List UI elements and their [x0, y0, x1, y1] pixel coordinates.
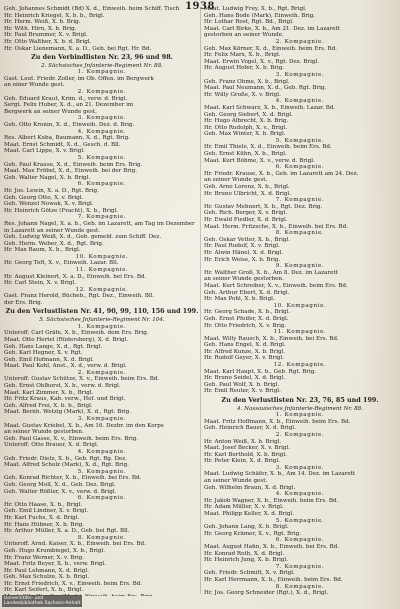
- entry-line: Hr. Willy Große, X. v. Brigl.: [204, 91, 281, 98]
- company-heading: 2. Kompagnie.: [77, 89, 127, 96]
- entry-line: Hr. August Hofer, X. b. Brig.: [204, 65, 285, 72]
- entry-line: Hr. Hugo Albrecht, X. b. Brig.: [204, 118, 289, 125]
- entry-line: Maat. Karl Zimmer, X. b., Brigl.: [4, 389, 94, 396]
- company-heading: 10. Kompagnie.: [273, 302, 327, 309]
- company-heading: 5. Kompagnie.: [77, 154, 127, 161]
- entry-line: Maat. Kurt Schreiber, X. v., Einweih. beim Ers. Bd.: [204, 282, 348, 289]
- entry-line: Geh. Georg Siebert, X. d. Brigl.: [204, 111, 293, 118]
- entry-line: Hr. Paul Rudolf, X. v. Brigl.: [204, 243, 280, 250]
- entry-line: Res. Johann Nagel, X. a. b., Geb. im Lazarett, am Tag im Dezember: [4, 220, 195, 227]
- entry-line: Geh. Walter Nagel, X. b. Brigl.: [4, 174, 91, 181]
- entry-line: Hr. Karl Fuchs, X. d. Brigl.: [4, 514, 80, 521]
- entry-line: Maat. Erwin Vogel, X. v., Rgt. Dez. Brigl.: [204, 58, 320, 65]
- entry-line: Geh. Georg Otto, X. v. Brigl.: [4, 194, 84, 201]
- entry-line: Hr. Paul Lehmann, X. d. Brigl.: [4, 567, 89, 574]
- library-stamp-line-1: Universitäts- und: [4, 596, 44, 601]
- entry-line: Geh. Ernst Kühn, X. b., Brigl.: [204, 151, 287, 158]
- entry-line: Geh. Karl Hegner, X. v. Rgt.: [4, 350, 83, 357]
- column-divider: [200, 8, 201, 594]
- company-heading: 2. Kompagnie.: [275, 431, 325, 438]
- entry-line: Hr. Erich Weise, X. b. Brig.: [204, 256, 281, 263]
- entry-line: Geh. Friedr. Schmitt, X. v. Brigl.: [204, 570, 295, 577]
- entry-line: Geh. Konrad Richter, X. b., Einweih. bei Ers. Bd.: [4, 475, 142, 482]
- company-heading: 11. Kompagnie.: [75, 267, 129, 274]
- entry-line: Geh. Heinrich Bauer, X. d. Brigl.: [204, 425, 296, 432]
- company-heading: 1. Kompagnie.: [77, 323, 127, 330]
- entry-line: an seiner Wunde gest.: [204, 478, 268, 485]
- company-heading: 5. Kompagnie.: [275, 137, 325, 144]
- entry-line: an einer Wunde gest.: [4, 82, 65, 89]
- company-heading: 3. Kompagnie.: [77, 416, 127, 423]
- company-heading: 6. Kompagnie.: [77, 495, 127, 502]
- entry-line: Sergt. Felix Huber, X. d., an 21. Dezember im: [4, 102, 134, 109]
- entry-line: Geh. Ernst Pfeifer, X. d. Brigl.: [204, 315, 289, 322]
- company-heading: 2. Kompagnie.: [275, 38, 325, 45]
- library-stamp: [2, 595, 82, 607]
- entry-line: Maat. Ludwig Schäfer, X. b., Am 14. Dez. im Lazarett: [204, 471, 356, 478]
- company-heading: 3. Kompagnie.: [275, 71, 325, 78]
- entry-line: Hr. Karl Seifert, X. b., Brigl.: [4, 587, 84, 594]
- entry-line: Geh. Ludwig Weiß, X. d., Geb. gemeld. zum Schiff. Dez.: [4, 234, 162, 241]
- entry-line: Hr. Jos. Lewin, X. a. D., Rgt. Brig.: [4, 187, 99, 194]
- entry-line: Geh. Max Winter, X. b. Brigl.: [204, 131, 286, 138]
- entry-line: gestorben an seiner Wunde.: [204, 32, 284, 39]
- entry-line: Hr. Felix Marx, X. b., Brigl.: [204, 52, 281, 59]
- entry-line: Hr. Otto Rudolph, X. v., Brigl.: [204, 124, 288, 131]
- company-heading: 1. Kompagnie.: [77, 69, 127, 76]
- entry-line: Maat. Max Fröbel, X. d., Einweih. bei der Brig.: [4, 168, 138, 175]
- entry-line: Hr. Paul Brummer, X. v. Brigl.: [4, 32, 88, 39]
- company-heading: 10. Kompagnie.: [75, 253, 129, 260]
- entry-line: Hr. August Kleinert, X. a. D., Einweih. bei Ers. Bd.: [4, 273, 147, 280]
- entry-line: Maat. Kurt Böhme, X. v., verw. d. Brigl.: [204, 157, 315, 164]
- entry-line: Maat. Herm. Fritzsche, X. b., Einweih. bei Ers. Bd.: [204, 223, 349, 230]
- entry-line: Hr. Otto Haase, X. b., Brigl.: [4, 501, 83, 508]
- page-year: 1938: [185, 1, 215, 12]
- entry-line: Hr. Emil Reuter, X. v. Brigl.: [204, 388, 281, 395]
- entry-line: an seiner Wunde gestorben.: [204, 276, 284, 283]
- entry-line: Geh. Hans Bode (Mark), Einweih. Brig.: [204, 12, 316, 19]
- entry-line: Geh. Herm. Weber, X. d., Rgt. Brig.: [4, 240, 104, 247]
- entry-line: Geh. Arno Lorenz, X. b., Brigl.: [204, 184, 290, 191]
- company-heading: 6. Kompagnie.: [275, 164, 325, 171]
- entry-line: Geh. Johann Lang, X. b. Brigl.: [204, 524, 289, 531]
- entry-line: Geh. Alfred Frei, X. b. b., Brigl.: [4, 402, 93, 409]
- entry-line: Geh. Johannes Schmidt (Bd) X. d., Einweih. beim Schiff. Tisch: [4, 6, 180, 12]
- entry-line: Unteroff. Gustav Schütze, X. v., Einweih. beim Ers. Bd.: [4, 376, 160, 383]
- entry-line: Geh. Eduard Kraut, Krim. d., verw. d. Brigl.: [4, 95, 128, 102]
- entry-line: Hr. Max Baum, X. b., Brigl.: [4, 247, 81, 254]
- entry-line: Hr. Karl Herrmann, X. b., Einweih. beim Ers. Bd.: [204, 576, 343, 583]
- entry-line: Geh. Friedr. Dietz, X. b., Geb. Rgt. Rg. Dez.: [4, 455, 127, 462]
- company-heading: 6. Kompagnie.: [275, 537, 325, 544]
- regiment-heading: 2. Sächsisches Jnfanterie-Regiment Nr. 88.: [41, 62, 163, 69]
- entry-line: Maat. Karl Schwarz, X. b., Einweih. Lazar. Bd.: [204, 104, 336, 111]
- entry-line: Maat. Ernst Schmidt, X. d., Gesch. d. Bll.: [4, 141, 121, 148]
- entry-line: Hr. Hans Hübner, X. b. Brig.: [4, 521, 85, 528]
- entry-line: Hr. Georg Schade, X. b., Brigl.: [204, 309, 291, 316]
- entry-line: Maat. Carl Birke, X. b., Am 21. Dez. im Lazarett: [204, 25, 341, 32]
- entry-line: an seiner Wunde gest.: [204, 177, 268, 184]
- entry-line: Hr. Georg Toft, X. v., Einweih. Lazar. Bll.: [4, 260, 119, 267]
- entry-line: Hr. Adam Müller, X. v. Brigl.: [204, 504, 284, 511]
- entry-line: Hr. Peter Klein, X. d. Brigl.: [204, 458, 280, 465]
- entry-line: in Lazarett an seiner Wunde gest.: [4, 227, 100, 234]
- entry-line: Maat. Bernh. Wetzig (Mark), X. d., Rgt. Brig.: [4, 409, 132, 416]
- entry-line: Hr. Georg Krämer, X. v., Rgt. Brig.: [204, 530, 301, 537]
- company-heading: 7. Kompagnie.: [77, 214, 127, 221]
- library-stamp-line-2: Landesbibliothek Sachsen-Anhalt: [4, 601, 81, 606]
- entry-line: Maat. Karl Haupt, X. b., Geb. Rgt. Brig.: [204, 368, 317, 375]
- entry-line: Maat. Paul Neumann, X. d., Geb. Rgt. Brig.: [204, 85, 327, 92]
- entry-line: Geh. Hugo Krumbiegel, X. b., Brigl.: [4, 547, 105, 554]
- entry-line: Maat. Josef Becker, X. v. Brigl.: [204, 445, 291, 452]
- entry-line: Hr. Bruno Ulbricht, X. d. Brigl.: [204, 190, 292, 197]
- entry-line: Geh. Hans Engel, X. d. Brigl.: [204, 342, 286, 349]
- entry-line: Geh. Wilhelm Braun, X. d. Brigl.: [204, 484, 296, 491]
- entry-line: Hr. Otto Walther, X. b. d. Brigl.: [4, 38, 92, 45]
- company-heading: 3. Kompagnie.: [275, 464, 325, 471]
- company-heading: 9. Kompagnie.: [275, 263, 325, 270]
- entry-line: Geh. Hans Lange, X. d., Rgt. Brigl.: [4, 343, 103, 350]
- company-heading: 2. Kompagnie.: [77, 369, 127, 376]
- entry-line: Geh. Georg Moll, X. d., Geb. Dez. Brigl.: [4, 481, 116, 488]
- entry-line: Hr. Rudolf Geyer, X. v. Brigl.: [204, 355, 285, 362]
- entry-line: Geh. Max Körner, X. d., Einweih. beim Ers. Bd.: [204, 45, 337, 52]
- entry-line: Maat. Ludwig Frey, X. b., Rgt. Brigl.: [204, 6, 307, 12]
- entry-line: Hr. Alwin Hänel, X. d. Brigl.: [204, 249, 284, 256]
- entry-line: Hr. Karl Berthold, X. b. Brigl.: [204, 451, 287, 458]
- entry-line: Maat. Carl Lippe, X. v. Brigl.: [4, 148, 85, 155]
- entry-line: Hr. Ewald Fiedler, X. d. Brigl.: [204, 217, 288, 223]
- entry-line: Maat. Alfred Scholz (Mark), X. d., Rgt. Brig.: [4, 462, 129, 469]
- company-heading: 12. Kompagnie.: [75, 286, 129, 293]
- entry-line: Maat. August Hahn, X. b., Einweih. bei Ers. Bd.: [204, 544, 339, 550]
- company-heading: 3. Kompagnie.: [77, 115, 127, 122]
- company-heading: 11. Kompagnie.: [273, 329, 327, 336]
- left-column: [4, 6, 200, 596]
- entry-line: Hr. Oskar Lienemann, X. a. D., Geb. bei Rgt. Hr. Bd.: [4, 45, 152, 52]
- company-heading: 8. Kompagnie.: [275, 583, 325, 590]
- entry-line: Hr. Heinrich Kriegel, X. b. b., Brigl.: [4, 12, 105, 19]
- entry-line: an seiner Wunde gestorben.: [4, 429, 84, 436]
- entry-line: Hr. Bruno Seidel, X. d. Brigl.: [204, 375, 286, 382]
- entry-line: Maat. Willy Rausch, X. b., Einweih. bei Ers. Bd.: [204, 335, 339, 342]
- entry-line: Res. Albert Kuba, Baumann, X. d., Rgt. Brig.: [4, 135, 130, 142]
- entry-line: Hr. Heinrich Jung, X. b. Brigl.: [204, 557, 289, 564]
- company-heading: 1. Kompagnie.: [275, 412, 325, 419]
- entry-line: Gast. Leut. Friedr. Zoller, im Ob. Offen. im Bergwerk: [4, 75, 154, 82]
- section-heading: Zu den Verlustlisten Nr. 23, 76, 85 und 199.: [221, 396, 379, 404]
- entry-line: Hr. With. Hirn, X. b. Brig.: [4, 25, 77, 32]
- entry-line: Hr. Lothar Rost, Rgt. Bd., Brigl.: [204, 19, 294, 26]
- entry-line: Hr. Konrad Roth, X. d. Brigl.: [204, 550, 285, 557]
- entry-line: Hr. Herm. Weiß, X. b. Brig.: [4, 19, 81, 26]
- entry-line: Gast. Franz Herold, Bücheb., Rgt. Dez., Einweih. Bll.: [4, 293, 155, 300]
- entry-line: Geh. Max Schulze, X. b. Brigl.: [4, 574, 90, 581]
- company-heading: 7. Kompagnie.: [275, 197, 325, 204]
- entry-line: Maat. Otto Hertel (Rüdersberg), X. d. Brigl.: [4, 336, 129, 343]
- regiment-heading: 5. Sächsisches Jnfanterie-Regiment Nr. 104.: [39, 317, 165, 324]
- entry-line: Hr. Jakob Wagner, X. b., Einweih. beim Ers. Bd.: [204, 497, 339, 504]
- entry-line: Hr. Carl Stein, X. v. Brigl.: [4, 280, 76, 287]
- company-heading: 6. Kompagnie.: [77, 181, 127, 188]
- entry-line: Hr. Anton Weiß, X. b. Brigl.: [204, 438, 282, 445]
- entry-line: Maat. Philipp Keller, X. d. Brigl.: [204, 511, 295, 518]
- company-heading: 4. Kompagnie.: [275, 98, 325, 105]
- entry-line: Hr. Arthur Müller, X. a. D., Geb. bei Rgt. Bll.: [4, 528, 130, 535]
- entry-line: Geh. Paul Krause, X. d., Einweih. beim Ers. Brig.: [4, 161, 143, 168]
- entry-line: Bergwerk an seiner Wunde gest.: [4, 108, 97, 115]
- entry-line: der Ers. Brig.: [4, 300, 43, 307]
- entry-line: Geh. Paul Gasse, X. v., Einweih. beim Ers. Brig.: [4, 435, 139, 442]
- company-heading: 12. Kompagnie.: [273, 362, 327, 369]
- entry-line: Hr. Friedr. Krause, X. b., Geb. im Lazarett am 24. Dez.: [204, 170, 359, 177]
- entry-line: Geh. Ernst Ohlhorst, X. b., verw. d. Brigl.: [4, 383, 121, 390]
- entry-line: Maat. Paul Kohl, Anst., X. d., verw. d. Brigl.: [4, 363, 127, 370]
- entry-line: Hr. Gustav Mehnert, X. b., Rgt. Dez. Brig.: [204, 203, 323, 210]
- entry-line: Maat. Fritz Hoffmann, X. b., Einweih. beim Ers. Bd.: [204, 418, 351, 425]
- entry-line: Hr. Alfred Kunze, X. b. Brigl.: [204, 348, 286, 355]
- entry-line: Hr. Walther Groß, X. b., Am 8. Dez. im Lazarett: [204, 269, 338, 276]
- entry-line: Hr. Max Pohl, X. b. Brigl.: [204, 296, 275, 303]
- entry-line: Geh. Emil Hofmann, X. d. Brigl.: [4, 356, 94, 363]
- entry-line: Maat. Gustav Kriebel, X. b., Am 16. Dezbr. im den Korps: [4, 422, 164, 429]
- entry-line: Hr. Jos. Georg Schneider (Rgt.), X. d., Brigl.: [204, 590, 329, 596]
- entry-line: Unteroff. Otto Brauer, X. d. Brigl.: [4, 442, 99, 449]
- entry-line: Hr. Otto Friedrich, X. v. Brig.: [204, 322, 287, 329]
- entry-line: Unteroff. Carl Gräfe, X. b., Einweih. dem Ers. Brig.: [4, 330, 149, 337]
- company-heading: 4. Kompagnie.: [77, 128, 127, 135]
- entry-line: Geh. Arthur Ebert, X. d. Brigl.: [204, 289, 290, 296]
- entry-line: Geh. Emil Lindner, X. v. Brigl.: [4, 508, 89, 515]
- entry-line: Hr. Ernst Friedrich, X. v., Einweih. beim Ers. Bd.: [4, 580, 143, 587]
- entry-line: Unteroff. Arnd. Kaiser, X. b., Einweih. bei Ers. Bd.: [4, 541, 146, 548]
- entry-line: Geh. Franz Ohme, X. b., Brigl.: [204, 78, 290, 85]
- company-heading: 8. Kompagnie.: [77, 534, 127, 541]
- company-heading: 7. Kompagnie.: [275, 563, 325, 570]
- entry-line: Hr. Heinrich Götze (Fracht), X. b., Brigl.: [4, 207, 119, 214]
- entry-line: Maat. Fritz Beyer, X. b., verw. Brigl.: [4, 561, 107, 568]
- company-heading: 5. Kompagnie.: [275, 517, 325, 524]
- entry-line: Geh. Rich. Berger, X. v. Brigl.: [204, 210, 288, 217]
- right-column: [204, 6, 396, 596]
- regiment-heading: 4. Nassauisches Jnfanterie-Regiment Nr. 88.: [237, 405, 363, 412]
- section-heading: Zu den Verbindlisten Nr. 23, 96 und 98.: [31, 53, 173, 61]
- entry-line: Hr. Franz Werner, X. v. Brig.: [4, 554, 85, 561]
- entry-line: Hr. Fritz Kraus, Kab. verw., Hof. und Brigl.: [4, 396, 126, 403]
- company-heading: 8. Kompagnie.: [275, 230, 325, 237]
- entry-line: Geh. Otto Kronin, X. d., Einweih. Dez. d. Brig.: [4, 122, 135, 128]
- section-heading: Zu den Verlustlisten Nr. 41, 90, 99, 110, 156 und 199.: [5, 308, 199, 316]
- company-heading: 5. Kompagnie.: [77, 468, 127, 475]
- entry-line: Geh. Paul Wolf, X. b. Brigl.: [204, 381, 280, 388]
- entry-line: Hr. Emil Thiele, X. d., Einweih. beim Ers. Bd.: [204, 144, 332, 151]
- company-heading: 4. Kompagnie.: [77, 449, 127, 455]
- entry-line: Geh. Oskar Vetter, X. b., Brigl.: [204, 236, 291, 243]
- company-heading: 4. Kompagnie.: [275, 491, 325, 498]
- entry-line: Geh. Wenzel Nowak, X. v. Brigl.: [4, 201, 94, 208]
- entry-line: Geh. Walter Rößler, X. v., verw. d. Brigl.: [4, 488, 117, 495]
